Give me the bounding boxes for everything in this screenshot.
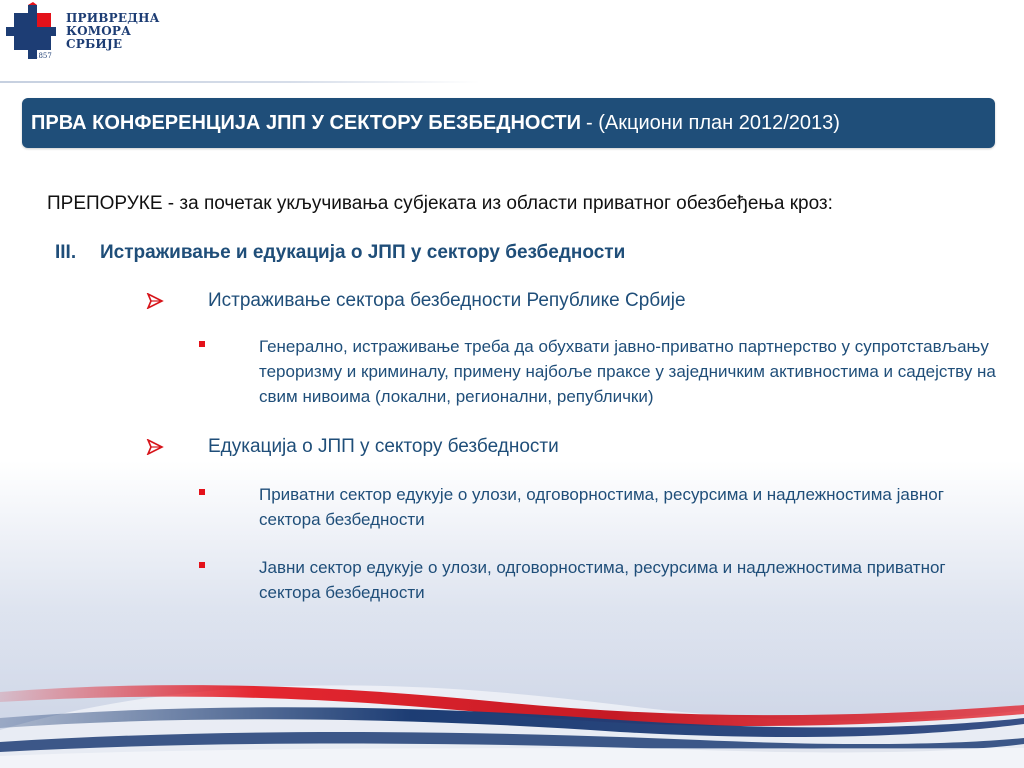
section-numeral: III. — [55, 242, 77, 263]
decorative-waves — [0, 610, 1024, 768]
slide-title-bar — [22, 98, 995, 148]
logo-line-1: ПРИВРЕДНА — [66, 11, 160, 25]
arrow-bullet-icon — [146, 293, 164, 309]
education-bullet-1: Приватни сектор едукује о улози, одговорностима, ресурсима и надлежностима јавног сектора безбедности — [259, 485, 944, 529]
square-bullet-icon — [199, 489, 205, 495]
cross-emblem-icon — [2, 2, 62, 64]
square-bullet-icon — [199, 341, 205, 347]
subsection-education: Едукација о ЈПП у сектору безбедности — [208, 436, 559, 457]
section-title: Истраживање и едукација о ЈПП у сектору безбедности — [100, 242, 626, 263]
logo-line-3: СРБИЈЕ — [66, 37, 123, 51]
slide-title: ПРВА КОНФЕРЕНЦИЈА ЈПП У СЕКТОРУ БЕЗБЕДНОСТИ — [31, 111, 582, 134]
arrow-bullet-icon — [146, 439, 164, 455]
recommendations-intro: ПРЕПОРУКЕ - за почетак укључивања субјеката из области приватног обезбеђења кроз: — [47, 193, 833, 214]
square-bullet-icon — [199, 562, 205, 568]
education-bullet-2: Јавни сектор едукује о улози, одговорностима, ресурсима и надлежностима приватног сектора безбедности — [259, 558, 946, 602]
logo-line-2: КОМОРА — [66, 24, 132, 38]
subsection-research: Истраживање сектора безбедности Републике Србије — [208, 290, 686, 311]
header-divider — [0, 81, 480, 83]
chamber-logo — [2, 2, 162, 64]
research-bullet-1: Генерално, истраживање треба да обухвати јавно-приватно партнерство у супротстављању тероризму и криминалу, примену најбоље праксе у заједничким активностима и садејству на свим нивоима (локални, регионални, републички) — [259, 337, 996, 406]
slide-subtitle: - (Акциони план 2012/2013) — [586, 111, 840, 134]
logo-year: 1857 — [34, 52, 52, 60]
logo-wordmark — [66, 12, 160, 51]
